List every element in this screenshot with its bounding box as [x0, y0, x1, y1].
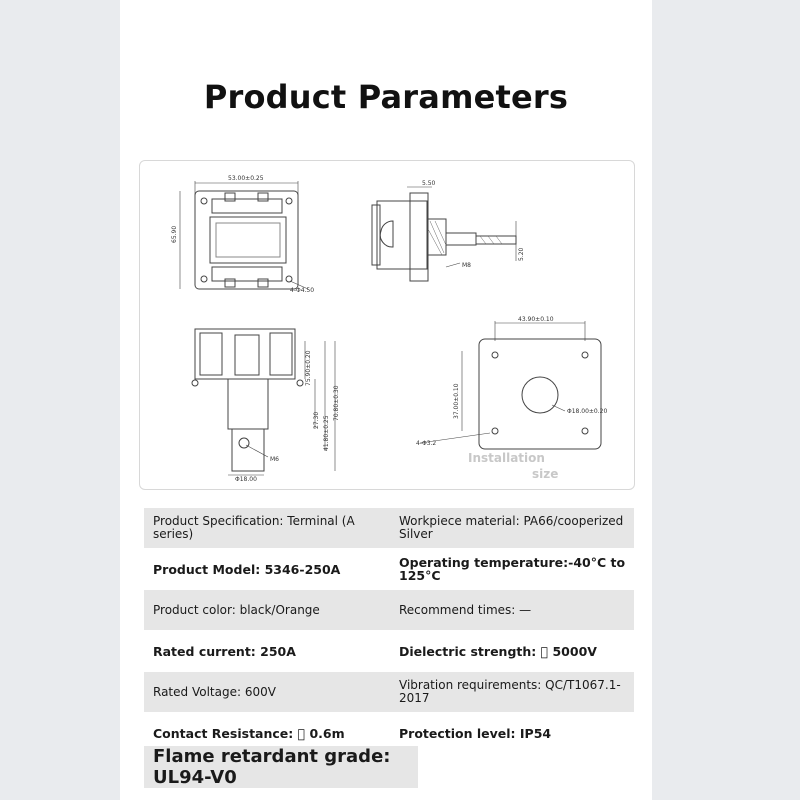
spec-cell-left: Product Specification: Terminal (A series): [153, 514, 355, 541]
spec-cell-right: Operating temperature:-40°C to 125°C: [399, 555, 626, 583]
spec-cell-left: Rated Voltage: 600V: [153, 684, 276, 699]
dim-front-h3: 41.80±0.25: [323, 415, 330, 451]
table-row: [144, 631, 634, 672]
spec-cell-right: Recommend times: —: [399, 602, 532, 617]
spec-cell-left: Rated current: 250A: [153, 643, 296, 659]
spec-cell-right: Dielectric strength:   5000V: [399, 643, 597, 659]
page: [120, 0, 652, 800]
watermark-line-2: size: [532, 467, 559, 481]
dim-front-h1: 75.90±0.20: [305, 350, 312, 386]
dim-panel-hole: Φ18.00±0.20: [567, 408, 608, 415]
dim-width-top: 53.00±0.25: [228, 175, 264, 182]
spec-cell-left: Product color: black/Orange: [153, 602, 320, 617]
dim-side-thread: M8: [462, 262, 471, 269]
spec-cell-right: Protection level: IP54: [399, 725, 552, 741]
spec-cell-right: Workpiece material: PA66/cooperized Silver: [399, 514, 624, 541]
table-row: [144, 590, 634, 631]
dim-side-top: 5.50: [422, 180, 436, 187]
spec-cell-left: Contact Resistance:   0.6m: [153, 725, 345, 741]
page-title: Product Parameters: [203, 78, 569, 116]
dim-front-dia: Φ18.00: [235, 476, 257, 483]
flame-retardant-label: Flame retardant grade: UL94-V0: [153, 746, 391, 788]
watermark-line-1: Installation: [468, 451, 545, 465]
dim-front-h4: 70.80±0.30: [333, 385, 340, 421]
table-row: [144, 549, 634, 590]
drawing-svg: [140, 161, 634, 489]
dim-panel-height: 37.00±0.10: [453, 383, 460, 419]
flame-retardant-row: [144, 746, 418, 788]
table-row: [144, 508, 634, 549]
dim-front-bolt: M6: [270, 456, 279, 463]
dim-front-h2: 27.30: [313, 411, 320, 429]
dim-holes: 4-Φ4.50: [290, 287, 315, 294]
dim-panel-width: 43.90±0.10: [518, 316, 554, 323]
table-row: [144, 672, 634, 713]
dim-height-left: 65.90: [171, 225, 178, 243]
spec-cell-right: Vibration requirements: QC/T1067.1-2017: [399, 678, 621, 705]
dim-panel-corner: 4-Φ3.2: [416, 440, 437, 447]
spec-cell-left: Product Model: 5346-250A: [153, 561, 341, 577]
dim-side-right: 5.20: [518, 247, 525, 261]
spec-table: [144, 508, 634, 754]
technical-drawing: [139, 160, 635, 490]
